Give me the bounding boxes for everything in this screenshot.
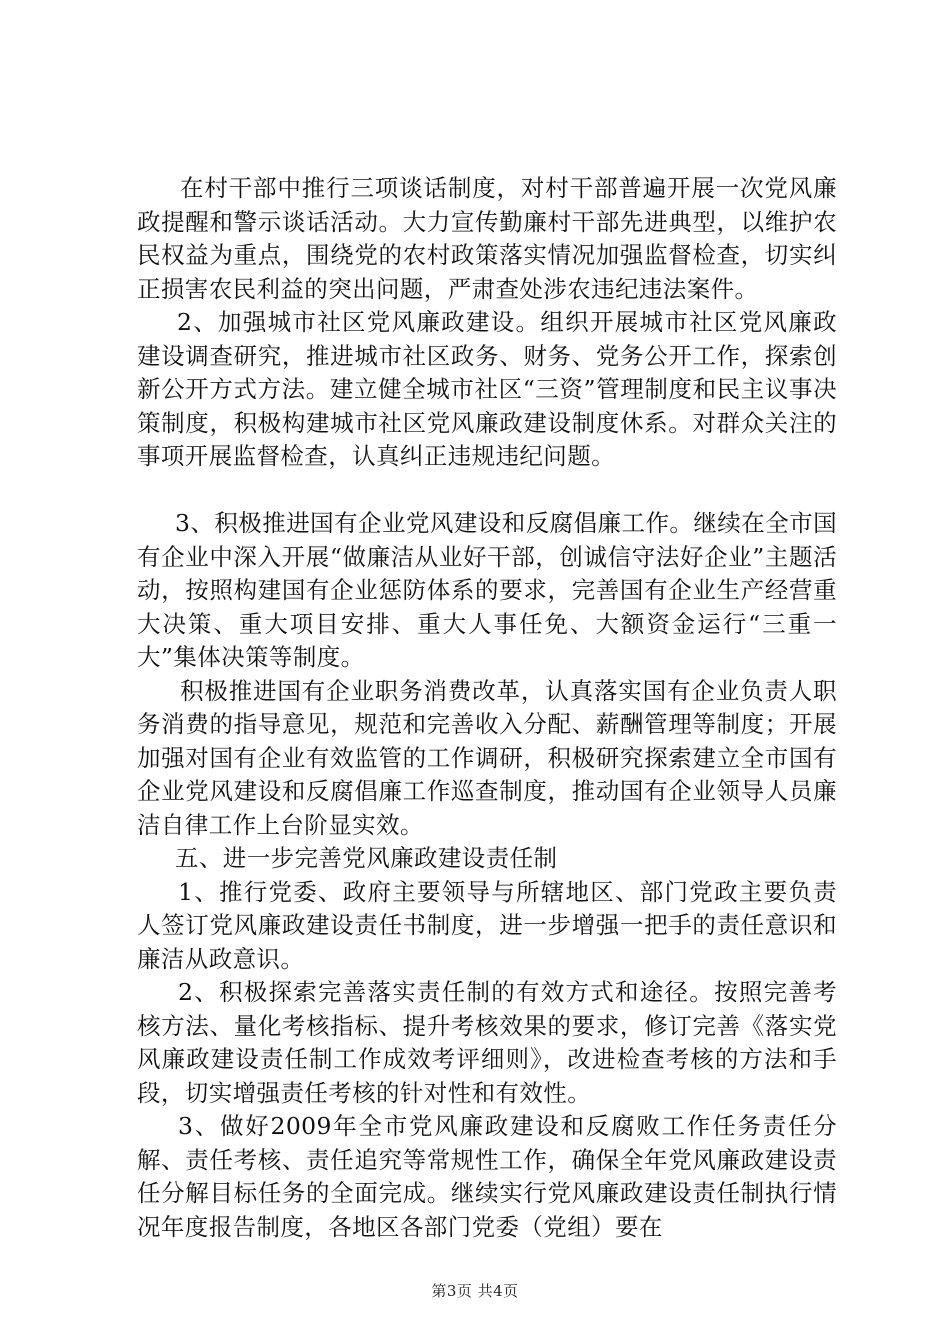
paragraph-responsibility-letter: 1、推行党委、政府主要领导与所辖地区、部门党政主要负责人签订党风廉政建设责任书制度，进一步增强一把手的责任意识和廉洁从政意识。 [137, 877, 837, 973]
paragraph-annual-tasks: 3、做好2009年全市党风廉政建设和反腐败工作任务责任分解、责任考核、责任追究等常规性工作，确保全年党风廉政建设责任分解目标任务的全面完成。继续实行党风廉政建设责任制执行情况年度报告制度，各地区各部门党委（党组）要在 [137, 1112, 837, 1241]
paragraph-state-enterprise: 3、积极推进国有企业党风建设和反腐倡廉工作。继续在全市国有企业中深入开展“做廉洁从业好干部，创诚信守法好企业”主题活动，按照构建国有企业惩防体系的要求，完善国有企业生产经营重大决策、重大项目安排、重大人事任免、大额资金运行“三重一大”集体决策等制度。 [137, 509, 837, 671]
document-body [137, 172, 837, 1244]
section-heading: 五、进一步完善党风廉政建设责任制 [175, 844, 558, 872]
paragraph-urban-community: 2、加强城市社区党风廉政建设。组织开展城市社区党风廉政建设调查研究，推进城市社区政务、财务、党务公开工作，探索创新公开方式方法。建立健全城市社区“三资”管理制度和民主议事决策制度，积极构建城市社区党风廉政建设制度休系。对群众关注的事项开展监督检查，认真纠正违规违纪问题。 [137, 308, 837, 470]
paragraph-consumption-reform: 积极推进国有企业职务消费改革，认真落实国有企业负责人职务消费的指导意见，规范和完善收入分配、薪酬管理等制度；开展加强对国有企业有效监管的工作调研，积极研究探索建立全市国有企业党风建设和反腐倡廉工作巡查制度，推动国有企业领导人员廉洁自律工作上台阶显实效。 [137, 676, 837, 839]
paragraph-village-cadres: 在村干部中推行三项谈话制度，对村干部普遍开展一次党风廉政提醒和警示谈话活动。大力宣传勤廉村干部先进典型，以维护农民权益为重点，围绕党的农村政策落实情况加强监督检查，切实纠正损害农民利益的突出问题，严肃查处涉农违纪违法案件。 [137, 174, 837, 303]
page-number-footer: 第3页 共4页 [431, 1282, 519, 1300]
paragraph-assessment-methods: 2、积极探索完善落实责任制的有效方式和途径。按照完善考核方法、量化考核指标、提升考核效果的要求，修订完善《落实党风廉政建设责任制工作成效考评细则》，改进检查考核的方法和手段，切实增强责任考核的针对性和有效性。 [137, 978, 837, 1107]
paragraph-gap [137, 474, 837, 508]
